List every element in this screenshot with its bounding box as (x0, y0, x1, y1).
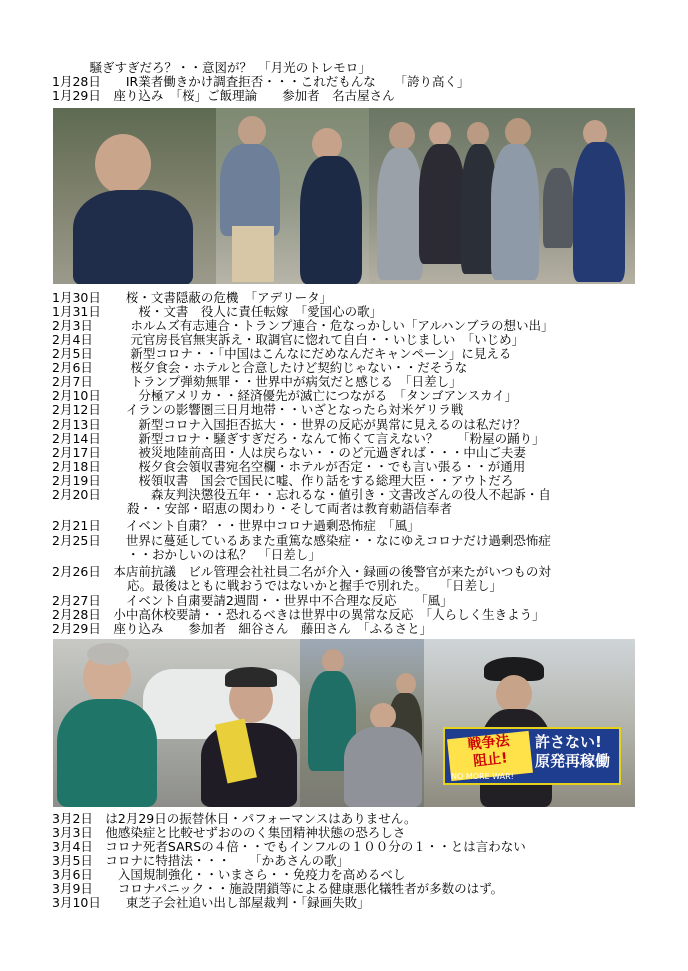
text-line: 3月9日 コロナパニック・・施設閉鎖等による健康悪化犠牲者が多数のはず。 (52, 881, 504, 896)
photo-sit-in-middle (216, 108, 369, 284)
text-line: 2月29日 座り込み 参加者 細谷さん 藤田さん 「ふるさと」 (52, 621, 433, 636)
text-line: 3月4日 コロナ死者SARSの４倍・・でもインフルの１００分の１・・とは言わない (52, 839, 526, 854)
text-line: 3月10日 東芝子会社追い出し部屋裁判・「録画失敗」 (52, 895, 370, 910)
photo-sit-in-left (53, 108, 216, 284)
text-line: 2月14日 新型コロナ・騒ぎすぎだろ・なんて怖くて言えない？ 「粉屋の踊り」 (52, 431, 545, 446)
photo-sit-in-feb-middle (300, 639, 424, 807)
text-line: 3月5日 コロナに特措法・・・ 「かあさんの歌」 (52, 853, 350, 868)
text-line: 1月31日 桜・文書 役人に責任転嫁 「愛国心の歌」 (52, 304, 383, 319)
text-line: 1月30日 桜・文書隠蔽の危機 「アデリータ」 (52, 290, 333, 305)
text-line: 応。最後はともに戦おうではないかと握手で別れた。 「日差し」 (52, 578, 503, 593)
text-line: 2月10日 分極アメリカ・・経済優先が滅亡につながる 「タンゴアンスカイ」 (52, 388, 518, 403)
text-line: 2月17日 被災地陸前高田・人は戻らない・・のど元過ぎれば・・・中山ご夫妻 (52, 445, 526, 460)
banner-text-nuclear: 許さない! 原発再稼働 (535, 733, 611, 770)
text-line: 2月7日 トランプ弾劾無罪・・世界中が病気だと感じる 「日差し」 (52, 374, 462, 389)
text-line: 2月25日 世界に蔓延しているあまた重篤な感染症・・なにゆえコロナだけ過剰恐怖症 (52, 533, 551, 548)
text-line: 2月18日 桜夕食会領収書宛名空欄・ホテルが否定・・でも言い張る・・が通用 (52, 459, 526, 474)
photo-sit-in-feb-left (53, 639, 300, 807)
text-line: 2月28日 小中高休校要請・・恐れるべきは世界中の異常な反応 「人らしく生きよう」 (52, 607, 545, 622)
text-line: 2月21日 イベント自粛？・・世界中コロナ過剰恐怖症 「風」 (52, 518, 420, 533)
text-line: 2月6日 桜夕食会・ホテルと合意したけど契約じゃない・・だそうな (52, 360, 468, 375)
protest-banner (443, 727, 621, 785)
text-line: 2月26日 本店前抗議 ビル管理会社社員二名が介入・録画の後警官が来たがいつもの対 (52, 564, 551, 579)
text-line: 2月12日 イランの影響圏三日月地帯・・いざとなったら対米ゲリラ戦 (52, 402, 464, 417)
text-line: 1月29日 座り込み 「桜」ご飯理論 参加者 名古屋さん (52, 88, 395, 103)
text-line: 殺・・安部・昭恵の関わり・そして両者は教育勅語信奉者 (52, 501, 453, 516)
text-line: 2月13日 新型コロナ入国拒否拡大・・世界の反応が異常に見えるのは私だけ？ (52, 417, 526, 432)
photo-sit-in-right (369, 108, 635, 284)
text-line: 3月6日 入国規制強化・・いまさら・・免疫力を高めるべし (52, 867, 406, 882)
banner-text-war-law: 戦争法 阻止! (447, 731, 533, 781)
text-line: 2月27日 イベント自粛要請2週間・・世界中不合理な反応 「風」 (52, 593, 453, 608)
text-line: 2月4日 元官房長官無実訴え・取調官に惚れて自白・・いじましい 「いじめ」 (52, 332, 525, 347)
text-line: ・・おかしいのは私？ 「日差し」 (52, 547, 321, 562)
text-line: 2月3日 ホルムズ有志連合・トランプ連合・危なっかしい「アルハンブラの想い出」 (52, 318, 554, 333)
banner-text-no-more-war: NO MORE WAR! (451, 772, 514, 781)
text-line: 2月5日 新型コロナ・・「中国はこんなにだめなんだキャンペーン」に見える (52, 346, 512, 361)
text-line: 1月28日 IR業者働きかけ調査拒否・・・これだもんな 「誇り高く」 (52, 74, 470, 89)
text-line: 2月19日 桜領収書 国会で国民に嘘、作り話をする総理大臣・・アウトだろ (52, 473, 514, 488)
text-line: 3月2日 は2月29日の振替休日・パフォーマンスはありません。 (52, 811, 417, 826)
text-line: 2月20日 森友判決懲役五年・・忘れるな・値引き・文書改ざんの役人不起訴・自 (52, 487, 551, 502)
text-line: 3月3日 他感染症と比較せずおののく集団精神状態の恐ろしさ (52, 825, 406, 840)
text-line: 騒ぎすぎだろ？・・意図が？ 「月光のトレモロ」 (52, 60, 371, 75)
